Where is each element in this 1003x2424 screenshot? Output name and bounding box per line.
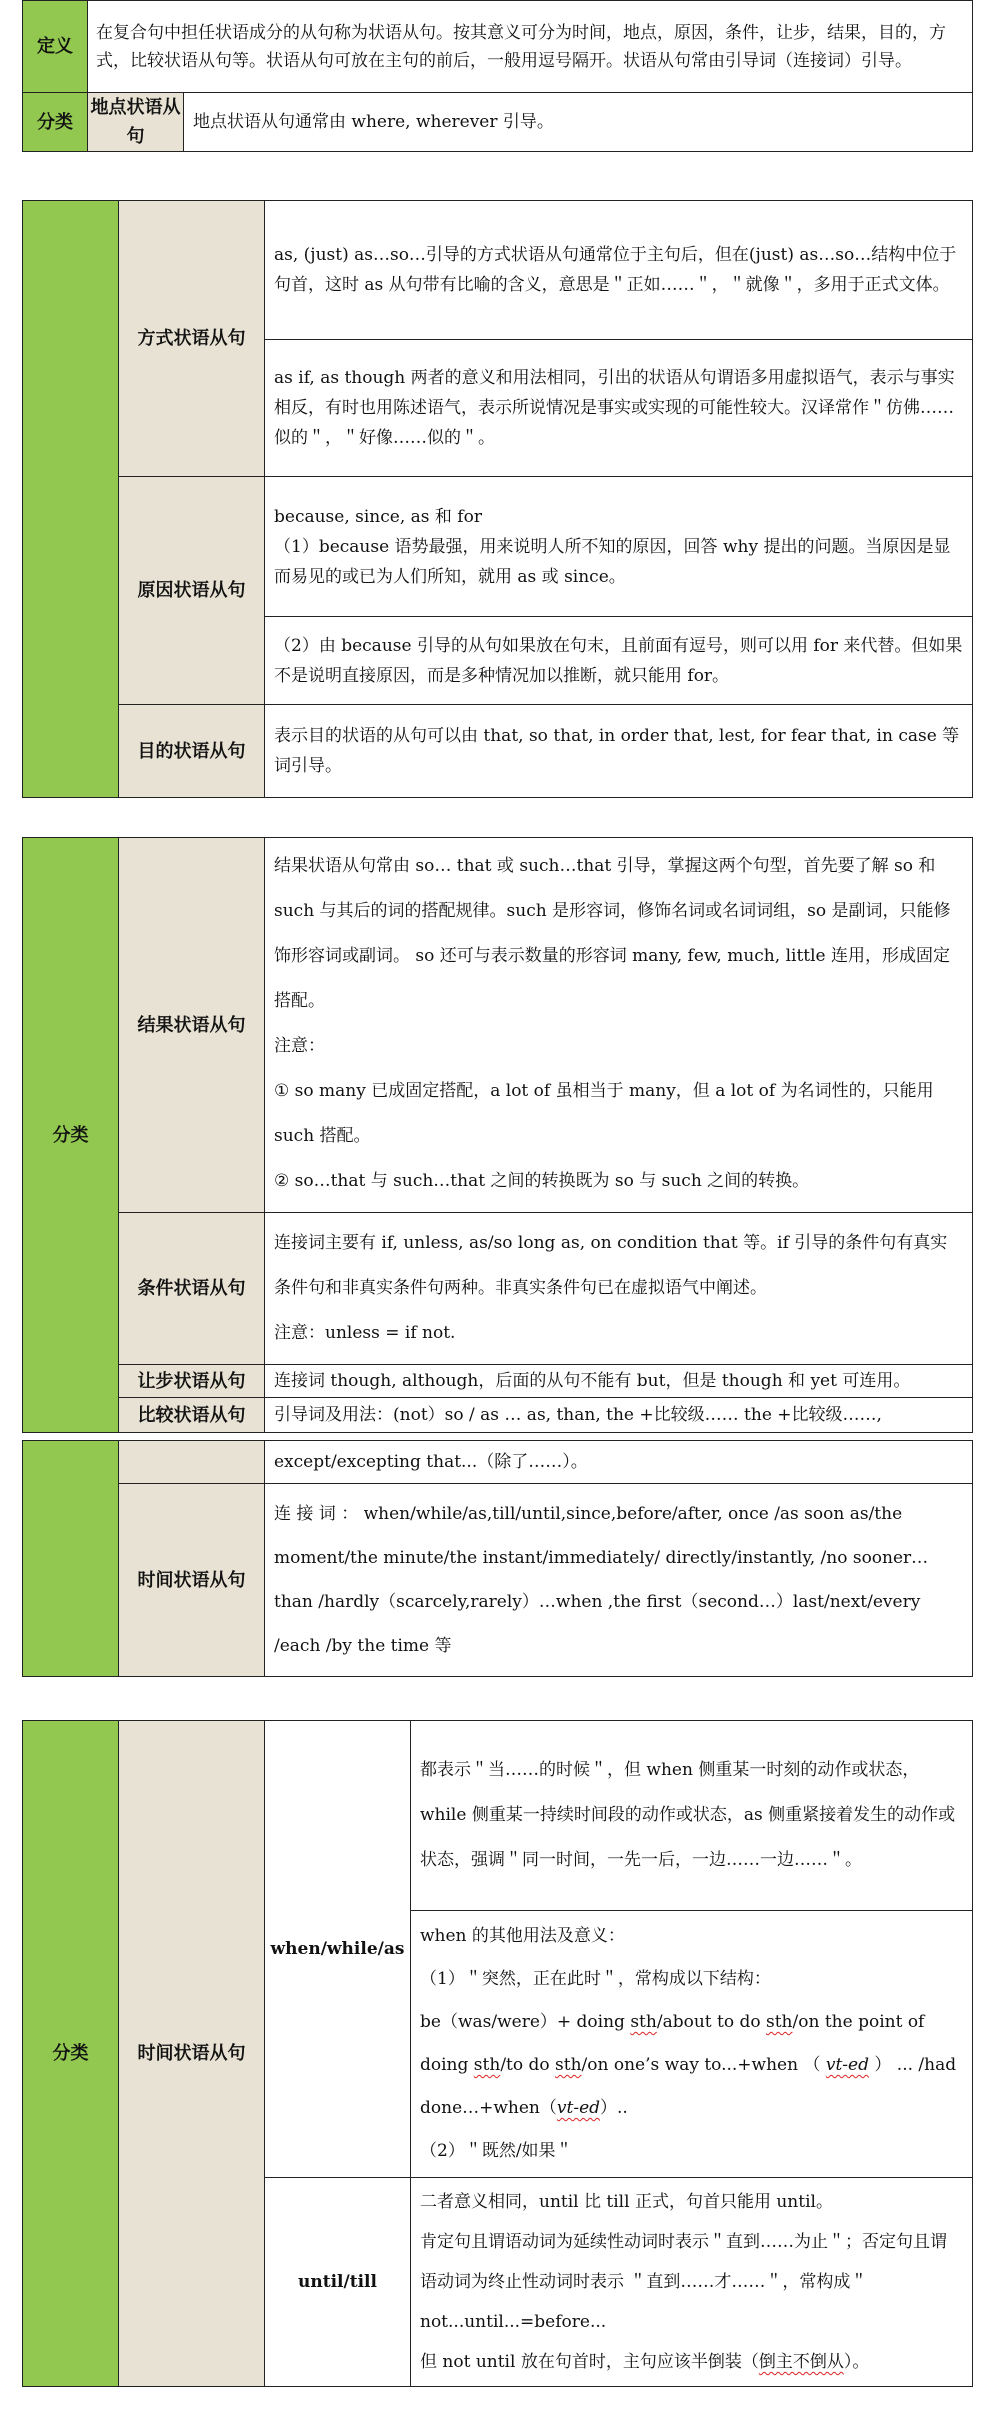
classification-cell-2: [23, 201, 119, 798]
comparison-cont-text: except/excepting that...（除了……）。: [274, 1451, 588, 1472]
until-text-2: 肯定句且谓语动词为延续性动词时表示＂直到……为止＂；否定句且谓语动词为终止性动词时表示 ＂直到……才……＂，常构成＂not...until...=before...: [420, 2232, 947, 2332]
table-comparison-time: [22, 1440, 973, 1677]
result-text-3: ① so many 已成固定搭配，a lot of 虽相当于 many，但 a lot of 为名词性的，只能用 such 搭配。: [274, 1081, 934, 1146]
wwa-text-5: （2）＂既然/如果＂: [420, 2141, 573, 2161]
reason-text-1b: （1）because 语势最强，用来说明人所不知的原因，回答 why 提出的问题。当原因是显而易见的或已为人们所知，就用 as 或 since。: [274, 536, 951, 587]
condition-clause-label: 条件状语从句: [119, 1213, 265, 1365]
concession-clause-label: 让步状语从句: [119, 1365, 265, 1398]
wwa-text-1: 都表示＂当……的时候＂，但 when 侧重某一时刻的动作或状态，while 侧重某一持续时间段的动作或状态，as 侧重紧接着发生的动作或状态，强调＂同一时间，一先一后，一边……一边……＂。: [420, 1760, 956, 1870]
definition-label: 定义: [23, 1, 88, 93]
manner-text-1: as, (just) as…so…引导的方式状语从句通常位于主句后，但在(just) as…so…结构中位于句首，这时 as 从句带有比喻的含义，意思是＂正如……＂，＂就像＂，多用于正式文体。: [274, 245, 957, 295]
table-definition: [22, 0, 973, 152]
result-text-4: ② so…that 与 such…that 之间的转换既为 so 与 such 之间的转换。: [274, 1171, 810, 1191]
time-text: 连 接 词 ： when/while/as,till/until,since,before/after, once /as soon as/the moment/the minute/the instant/immediately/ directly/instantly, /no sooner…than /hardly（scarcely,rarely）…when ,the first（second…）last/next/every /each /by the time 等: [274, 1504, 929, 1656]
table-time-detail: [22, 1720, 973, 2387]
until-text-1: 二者意义相同，until 比 till 正式，句首只能用 until。: [420, 2192, 833, 2212]
result-text-2: 注意：: [274, 1036, 325, 1056]
wwa-text-4: be（was/were）+ doing sth/about to do sth/on the point of doing sth/to do sth/on one’s way to...+when （ vt-ed ） ... /had done…+when（vt-ed）..: [420, 2012, 957, 2118]
comparison-cont-label-cell: [119, 1441, 265, 1484]
purpose-text: 表示目的状语的从句可以由 that, so that, in order that, lest, for fear that, in case 等词引导。: [274, 726, 960, 776]
comparison-clause-label: 比较状语从句: [119, 1398, 265, 1433]
reason-text-1a: because, since, as 和 for: [274, 506, 482, 527]
classification-cell-4: [23, 1441, 119, 1677]
table-manner-reason-purpose: [22, 200, 973, 798]
table-result-condition: [22, 837, 973, 1433]
concession-text: 连接词 though, although，后面的从句不能有 but，但是 though 和 yet 可连用。: [274, 1370, 911, 1391]
reason-text-2: （2）由 because 引导的从句如果放在句末，且前面有逗号，则可以用 for 来代替。但如果不是说明直接原因，而是多种情况加以推断，就只能用 for。: [274, 635, 963, 686]
manner-clause-label: 方式状语从句: [119, 201, 265, 477]
classification-label-5: 分类: [23, 1721, 119, 2387]
condition-text-1: 连接词主要有 if, unless, as/so long as, on condition that 等。if 引导的条件句有真实条件句和非真实条件句两种。非真实条件句已在虚拟语气中阐述。: [274, 1233, 948, 1298]
until-till-label: until/till: [265, 2178, 411, 2387]
result-clause-label: 结果状语从句: [119, 838, 265, 1213]
condition-text-2: 注意：unless = if not.: [274, 1323, 456, 1343]
place-clause-label: 地点状语从句: [88, 93, 184, 152]
place-clause-text: 地点状语从句通常由 where, wherever 引导。: [193, 111, 554, 132]
result-text-1: 结果状语从句常由 so… that 或 such…that 引导，掌握这两个句型，首先要了解 so 和 such 与其后的词的搭配规律。such 是形容词，修饰名词或名词词组，so 是副词，只能修饰形容词或副词。 so 还可与表示数量的形容词 many, few, much, little 连用，形成固定搭配。: [274, 856, 951, 1011]
sth-word: sth: [630, 2012, 657, 2032]
reason-clause-label: 原因状语从句: [119, 477, 265, 705]
wwa-text-2: when 的其他用法及意义：: [420, 1926, 625, 1946]
inversion-note: 倒主不倒从: [758, 2352, 844, 2372]
when-while-as-label: when/while/as: [265, 1721, 411, 2178]
classification-label-3: 分类: [23, 838, 119, 1433]
time-clause-label-5: 时间状语从句: [119, 1721, 265, 2387]
comparison-text: 引导词及用法：(not）so / as … as, than, the +比较级…… the +比较级……,: [274, 1404, 882, 1425]
wwa-text-3: （1）＂突然，正在此时＂，常构成以下结构：: [420, 1969, 771, 1989]
definition-text: 在复合句中担任状语成分的从句称为状语从句。按其意义可分为时间，地点，原因，条件，让步，结果，目的，方式，比较状语从句等。状语从句可放在主句的前后，一般用逗号隔开。状语从句常由引导词（连接词）引导。: [96, 22, 946, 71]
manner-text-2: as if, as though 两者的意义和用法相同，引出的状语从句谓语多用虚拟语气，表示与事实相反，有时也用陈述语气，表示所说情况是事实或实现的可能性较大。汉译常作＂仿佛……似的＂，＂好像……似的＂。: [274, 368, 955, 448]
until-text-3: 但 not until 放在句首时，主句应该半倒装（倒主不倒从）。: [420, 2352, 870, 2372]
purpose-clause-label: 目的状语从句: [119, 705, 265, 798]
classification-label: 分类: [23, 93, 88, 152]
time-clause-label: 时间状语从句: [119, 1484, 265, 1677]
